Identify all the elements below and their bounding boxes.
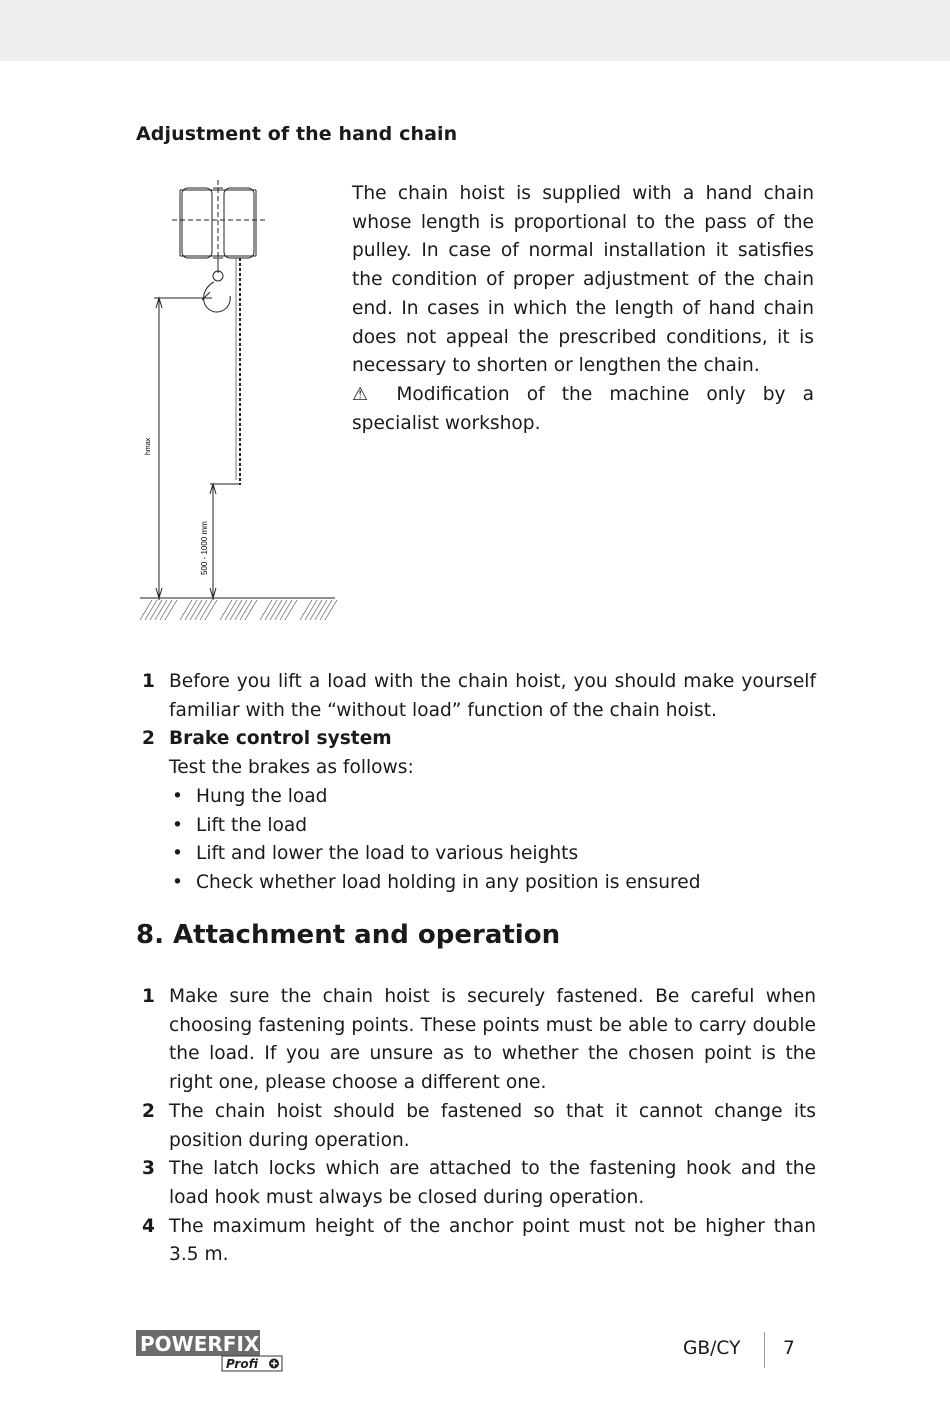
hatch-line (200, 600, 212, 620)
step-text: The maximum height of the anchor point must not be higher than 3.5 m. (169, 1215, 816, 1266)
hatch-line (305, 600, 317, 620)
hatch-line (165, 600, 177, 620)
list-item (136, 983, 816, 1098)
bullet-icon: • (172, 814, 183, 836)
list-item (136, 1213, 816, 1270)
range-label: 500 - 1000 mm (200, 521, 209, 575)
warning-triangle-icon: ⚠ (352, 383, 380, 405)
step-number: 1 (142, 986, 155, 1007)
hatch-line (195, 600, 207, 620)
hatch-line (280, 600, 292, 620)
hatch-line (240, 600, 252, 620)
hatch-line (310, 600, 322, 620)
list-item (136, 725, 816, 897)
hatch-line (315, 600, 327, 620)
bullet-item (169, 783, 816, 812)
chapter-title: 8. Attachment and operation (136, 920, 561, 950)
steps-list-adjustment (136, 668, 816, 898)
hatch-line (270, 600, 282, 620)
footer-divider (764, 1332, 765, 1368)
brand-logo (136, 1328, 286, 1374)
chain-hoist-illustration (140, 180, 335, 600)
steps-list-operation (136, 983, 816, 1270)
hatch-line (205, 600, 217, 620)
hatch-line (320, 600, 332, 620)
bullet-text: Lift the load (196, 814, 308, 836)
bullet-item (169, 869, 816, 898)
chain-hoist-figure (130, 180, 345, 630)
hatch-line (285, 600, 297, 620)
step-number: 1 (142, 671, 155, 692)
hatch-line (230, 600, 242, 620)
hmax-label: hmax (145, 437, 152, 455)
top-band (0, 0, 950, 61)
logo-sub-text: Profi (226, 1357, 259, 1371)
hatch-line (300, 600, 312, 620)
hatch-line (190, 600, 202, 620)
hatch-line (155, 600, 167, 620)
list-item (136, 668, 816, 725)
bullet-text: Check whether load holding in any position is ensured (196, 871, 701, 893)
hatch-line (260, 600, 272, 620)
step-number: 4 (142, 1215, 155, 1237)
intro-paragraph (352, 180, 814, 438)
list-item (136, 1098, 816, 1155)
hatch-line (185, 600, 197, 620)
hatch-line (245, 600, 257, 620)
ground-hatching (140, 600, 337, 620)
logo-main-text: POWERFIX (140, 1332, 260, 1356)
hatch-line (225, 600, 237, 620)
brake-test-bullets (169, 783, 816, 898)
step-title: Brake control system (169, 728, 392, 750)
step-number: 3 (142, 1158, 155, 1180)
step-number: 2 (142, 728, 155, 750)
hatch-line (140, 600, 152, 620)
step-text: Test the brakes as follows: (169, 757, 414, 779)
bullet-icon: • (172, 871, 183, 893)
warning-text: Modification of the machine only by a specialist workshop. (352, 383, 814, 434)
hatch-line (325, 600, 337, 620)
list-item (136, 1155, 816, 1212)
hatch-line (265, 600, 277, 620)
warning-note (352, 381, 814, 438)
page-number: 7 (783, 1338, 795, 1359)
intro-text: The chain hoist is supplied with a hand chain whose length is proportional to the pass of the pulley. In case of normal installation it satisfies the condition of proper adjustment of the chain end. In cases in which the length of hand chain does not appeal the prescribed conditions, it is necessary to shorten or lengthen the chain. (352, 183, 814, 377)
hatch-line (275, 600, 287, 620)
step-text: The chain hoist should be fastened so that it cannot change its position during operation. (169, 1100, 816, 1151)
hatch-line (160, 600, 172, 620)
hatch-line (235, 600, 247, 620)
step-text: The latch locks which are attached to the fastening hook and the load hook must always be closed during operation. (169, 1158, 816, 1208)
hatch-line (150, 600, 162, 620)
bullet-item (169, 812, 816, 841)
bullet-icon: • (172, 785, 183, 807)
hatch-line (145, 600, 157, 620)
section-heading: Adjustment of the hand chain (136, 123, 458, 145)
step-number: 2 (142, 1100, 155, 1122)
hatch-line (220, 600, 232, 620)
bullet-item (169, 840, 816, 869)
footer-language: GB/CY (683, 1338, 741, 1359)
step-text: Make sure the chain hoist is securely fastened. Be careful when choosing fastening points. These points must be able to carry double the load. If you are unsure as to whether the chosen point is the right one, please choose a different one. (169, 986, 816, 1094)
bullet-text: Lift and lower the load to various heights (196, 843, 579, 865)
bullet-text: Hung the load (196, 785, 328, 807)
bullet-icon: • (172, 843, 183, 865)
step-text: Before you lift a load with the chain hoist, you should make yourself familiar with the “without load” function of the chain hoist. (169, 671, 816, 721)
hatch-line (180, 600, 192, 620)
